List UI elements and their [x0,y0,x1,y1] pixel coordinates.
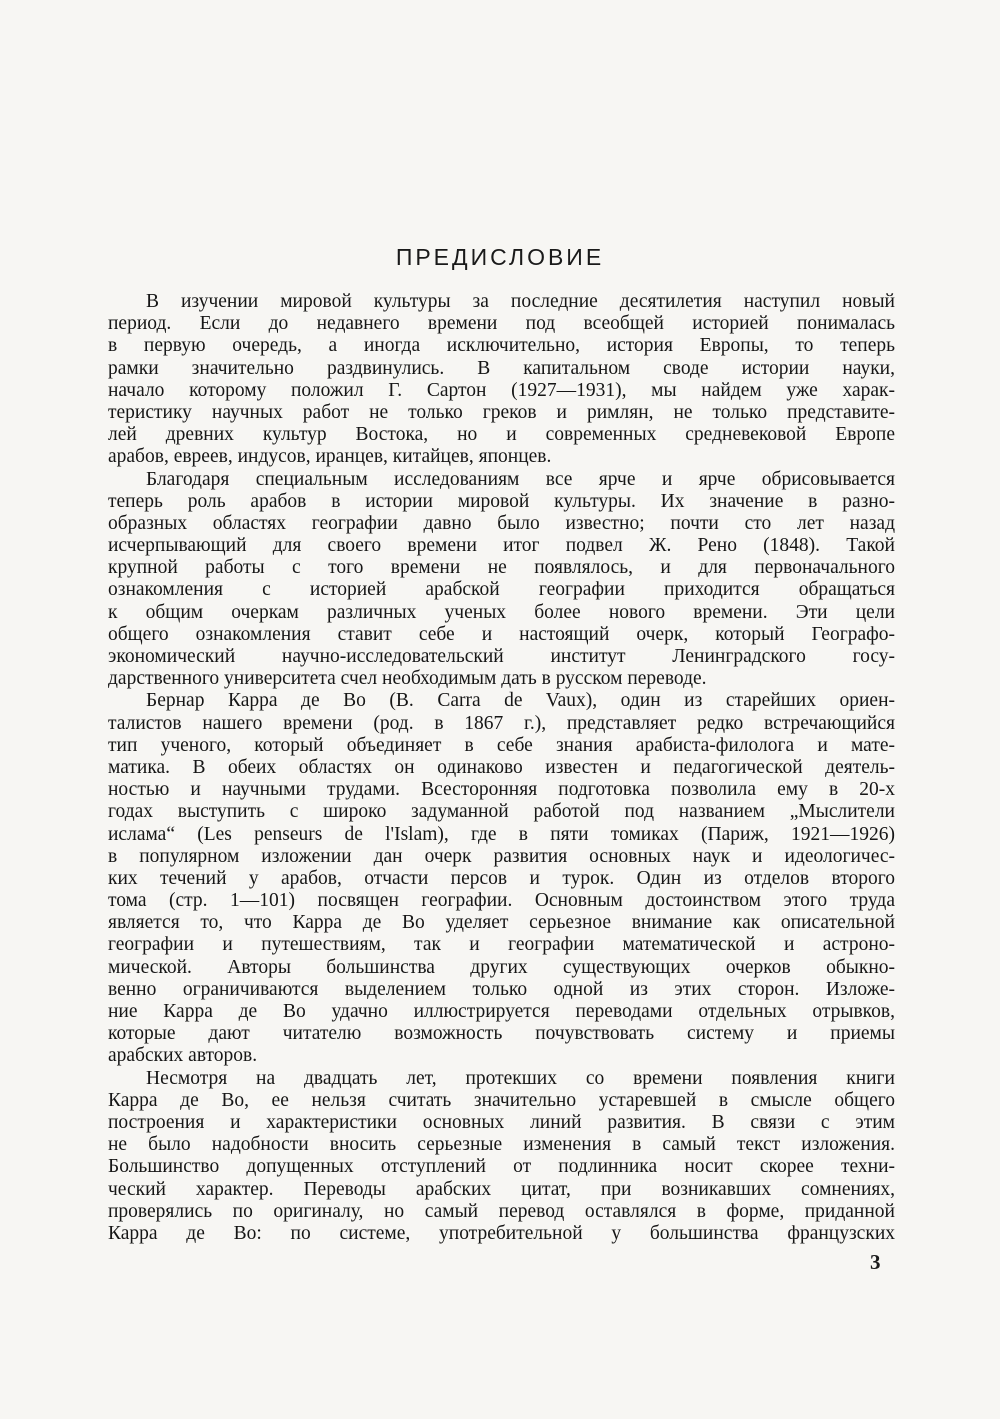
text-line: Карра де Во: по системе, употребительной у большинства французских [108,1222,895,1244]
text-line: тома (стр. 1—101) посвящен географии. Основным достоинством этого труда [108,890,895,912]
text-line: арабов, евреев, индусов, иранцев, китайцев, японцев. [108,446,552,468]
text-line: исчерпывающий для своего времени итог подвел Ж. Рено (1848). Такой [108,535,895,557]
text-line: ознакомления с историей арабской географии приходится обращаться [108,579,895,601]
text-line: в первую очередь, а иногда исключительно, история Европы, то теперь [108,335,895,357]
text-line: которые дают читателю возможность почувствовать систему и приемы [108,1023,895,1045]
text-line: годах выступить с широко задуманной работой под названием „Мыслители [108,801,895,823]
text-line: проверялись по оригиналу, но самый перевод оставлялся в форме, приданной [108,1200,895,1222]
text-line: ние Карра де Во удачно иллюстрируется переводами отдельных отрывков, [108,1001,895,1022]
text-line: талистов нашего времени (род. в 1867 г.), представляет редко встречающийся [108,712,895,734]
text-line: Несмотря на двадцать лет, протекших со времени появления книги [146,1067,895,1089]
text-line: ких течений у арабов, отчасти персов и турок. Один из отделов второго [108,867,895,889]
text-line: Бернар Карра де Во (B. Carra de Vaux), один из старейших ориен- [146,690,895,712]
text-line: образных областях географии давно было известно; почти сто лет назад [108,512,895,534]
text-line: Карра де Во, ее нельзя считать значительно устаревшей в смысле общего [108,1089,895,1111]
text-line: Большинство допущенных отступлений от подлинника носит скорее техни- [108,1156,895,1178]
text-line: в популярном изложении дан очерк развития основных наук и идеологичес- [108,845,895,867]
text-line: арабских авторов. [108,1045,258,1067]
text-line: начало которому положил Г. Сартон (1927—1931), мы найдем уже харак- [108,379,895,401]
text-line: к общим очеркам различных ученых более нового времени. Эти цели [108,601,895,623]
text-line: не было надобности вносить серьезные изменения в самый текст изложения. [108,1134,895,1156]
text-line: матика. В обеих областях он одинаково известен и педагогической деятель- [108,756,895,778]
text-line: теристику научных работ не только греков и римлян, не только представите- [108,401,895,423]
text-line: является то, что Карра де Во уделяет серьезное внимание как описательной [108,912,895,934]
page-title: ПРЕДИСЛОВИЕ [395,244,605,270]
text-line: ислама“ (Les penseurs de l'Islam), где в пяти томиках (Париж, 1921—1926) [108,823,895,845]
text-line: рамки значительно раздвинулись. В капитальном своде истории науки, [108,357,895,379]
text-line: ностью и научными трудами. Всесторонняя подготовка позволила ему в 20-х [108,779,895,801]
text-line: тип ученого, который объединяет в себе знания арабиста-филолога и мате- [108,734,895,756]
text-line: теперь роль арабов в истории мировой культуры. Их значение в разно- [108,490,895,512]
text-line: ческий характер. Переводы арабских цитат, при возникавших сомнениях, [108,1178,895,1200]
text-line: крупной работы с того времени не появлялось, и для первоначального [108,557,895,579]
text-line: мической. Авторы большинства других существующих очерков обыкно- [108,956,895,978]
text-line: общего ознакомления ставит себе и настоящий очерк, который Географо- [108,623,895,645]
body-text [108,291,895,1245]
text-line: Благодаря специальным исследованиям все ярче и ярче обрисовывается [146,468,895,490]
text-line: период. Если до недавнего времени под всеобщей историей понималась [108,313,895,335]
text-line: В изучении мировой культуры за последние десятилетия наступил новый [146,291,895,312]
text-line: экономический научно-исследовательский институт Ленинградского госу- [108,646,895,667]
text-line: венно ограничиваются выделением только одной из этих сторон. Изложе- [108,978,895,1000]
text-line: дарственного университета счел необходимым дать в русском переводе. [108,668,707,690]
text-line: лей древних культур Востока, но и современных средневековой Европе [108,424,895,446]
page-number: 3 [870,1250,881,1274]
text-line: географии и путешествиям, так и географии математической и астроно- [108,934,895,956]
text-line: построения и характеристики основных линий развития. В связи с этим [108,1111,895,1133]
